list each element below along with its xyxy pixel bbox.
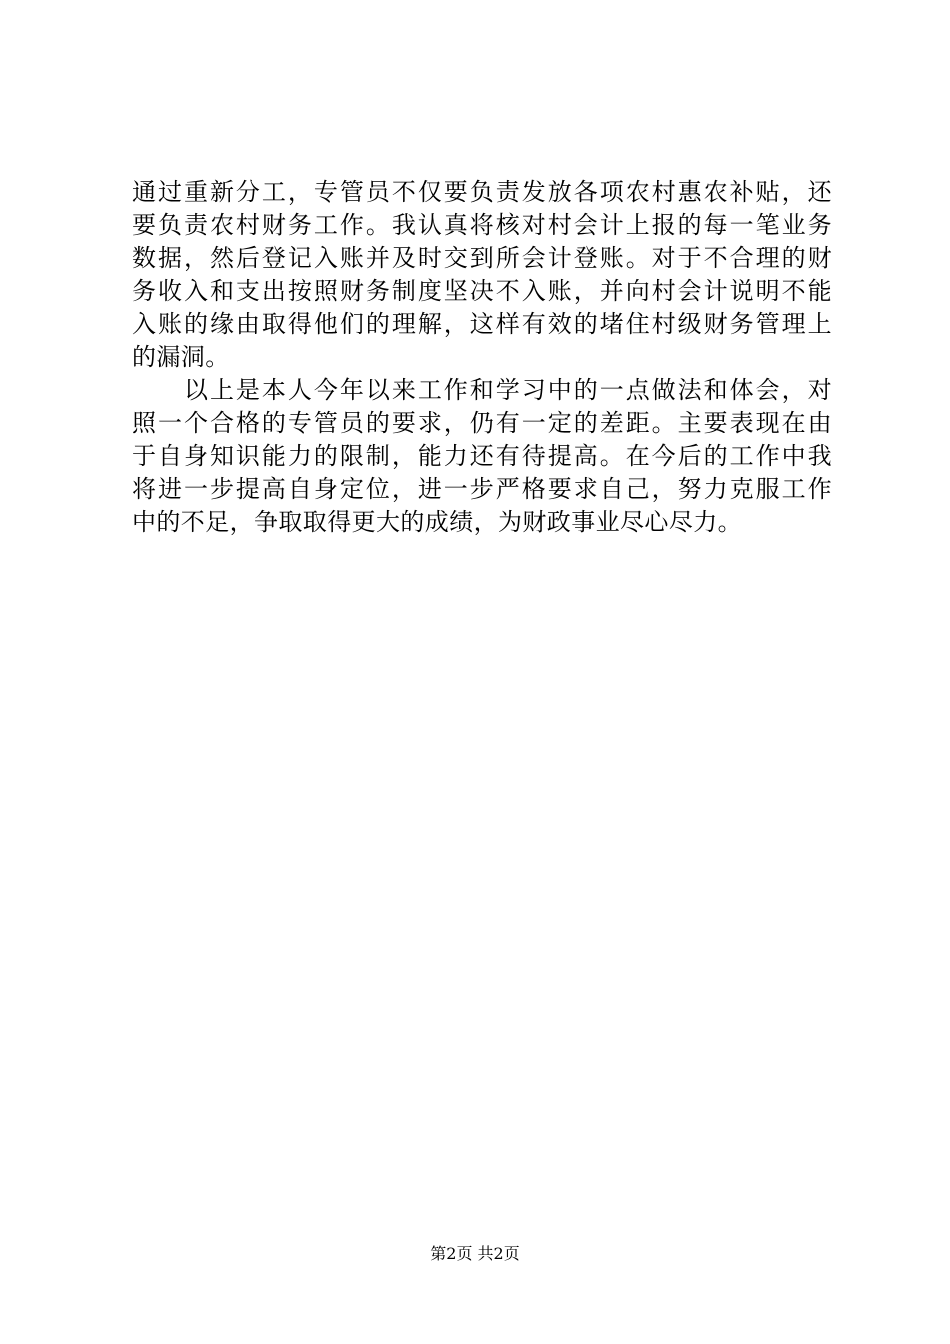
- paragraph-line: 要负责农村财务工作。我认真将核对村会计上报的每一笔业务: [132, 211, 832, 239]
- paragraph-line: 于自身知识能力的限制，能力还有待提高。在今后的工作中我: [132, 442, 832, 470]
- paragraph-line: 中的不足，争取取得更大的成绩，为财政事业尽心尽力。: [132, 508, 742, 536]
- page-footer: 第2页 共2页: [430, 1244, 520, 1263]
- paragraph-line: 将进一步提高自身定位，进一步严格要求自己，努力克服工作: [132, 475, 832, 503]
- paragraph-line: 通过重新分工，专管员不仅要负责发放各项农村惠农补贴，还: [132, 178, 832, 206]
- paragraph-line: 入账的缘由取得他们的理解，这样有效的堵住村级财务管理上: [132, 310, 832, 338]
- paragraph-line: 数据，然后登记入账并及时交到所会计登账。对于不合理的财: [132, 244, 832, 272]
- document-body: [132, 176, 832, 539]
- paragraph-line: 的漏洞。: [132, 343, 230, 371]
- paragraph-line: 以上是本人今年以来工作和学习中的一点做法和体会，对: [132, 376, 832, 404]
- paragraph-line: 照一个合格的专管员的要求，仍有一定的差距。主要表现在由: [132, 409, 832, 437]
- paragraph-line: 务收入和支出按照财务制度坚决不入账，并向村会计说明不能: [132, 277, 832, 305]
